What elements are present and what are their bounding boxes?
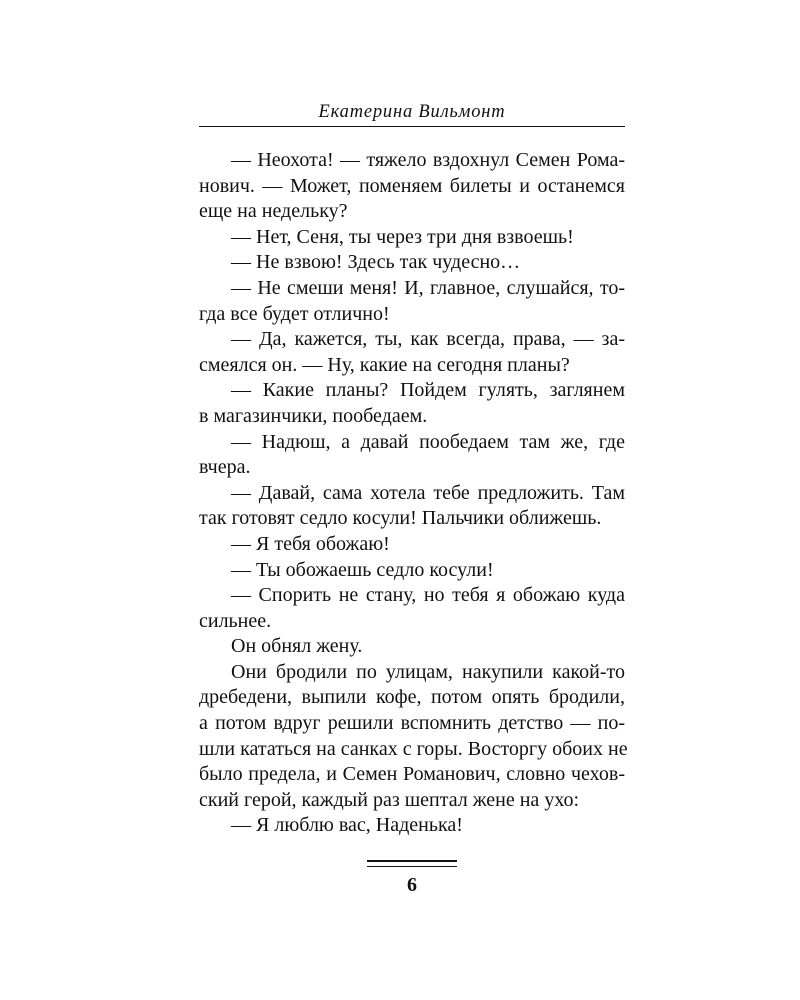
text-line: — Ты обожаешь седло косули! bbox=[231, 558, 494, 581]
text-line: — Надюш, а давай пообедаем там же, где bbox=[231, 430, 625, 453]
text-line: — Неохота! — тяжело вздохнул Семен Рома- bbox=[231, 149, 625, 171]
text-line: — Спорить не стану, но тебя я обожаю куда bbox=[231, 584, 625, 607]
text-line: — Нет, Сеня, ты через три дня взвоешь! bbox=[231, 225, 574, 248]
text-line: — Да, кажется, ты, как всегда, права, — за- bbox=[231, 328, 625, 351]
text-line: гда все будет отлично! bbox=[199, 302, 390, 325]
text-line: так готовят седло косули! Пальчики оближешь. bbox=[199, 507, 602, 530]
text-line: вчера. bbox=[199, 456, 251, 479]
page-number: 6 bbox=[407, 874, 417, 896]
text-line: — Я тебя обожаю! bbox=[231, 532, 390, 555]
text-line: Они бродили по улицам, накупили какой-то bbox=[231, 660, 625, 683]
text-line: — Не смеши меня! И, главное, слушайся, то- bbox=[231, 276, 625, 299]
text-line: ский герой, каждый раз шептал жене на ухо: bbox=[199, 788, 580, 811]
text-line: сильнее. bbox=[199, 609, 272, 632]
footer-rule-thin bbox=[367, 866, 457, 867]
text-line: — Я люблю вас, Наденька! bbox=[231, 814, 463, 837]
running-title: Екатерина Вильмонт bbox=[318, 102, 506, 122]
body-text bbox=[199, 148, 628, 839]
text-line: — Не взвою! Здесь так чудесно… bbox=[231, 251, 521, 274]
footer-rule-thick bbox=[367, 860, 457, 862]
text-line: шли кататься на санках с горы. Восторгу обоих не bbox=[199, 737, 628, 760]
text-line: еще на недельку? bbox=[199, 200, 348, 223]
text-line: а потом вдруг решили вспомнить детство — по- bbox=[199, 712, 625, 735]
text-line: Он обнял жену. bbox=[231, 635, 363, 658]
header-rule bbox=[199, 126, 625, 127]
text-line: нович. — Может, поменяем билеты и останемся bbox=[199, 174, 625, 197]
text-line: — Давай, сама хотела тебе предложить. Там bbox=[231, 481, 625, 504]
text-line: — Какие планы? Пойдем гулять, заглянем bbox=[231, 379, 625, 402]
text-line: в магазинчики, пообедаем. bbox=[199, 404, 428, 427]
text-line: дребедени, выпили кофе, потом опять бродили, bbox=[199, 686, 625, 709]
text-line: смеялся он. — Ну, какие на сегодня планы? bbox=[199, 353, 570, 376]
text-line: было предела, и Семен Романович, словно чехов- bbox=[199, 763, 625, 786]
